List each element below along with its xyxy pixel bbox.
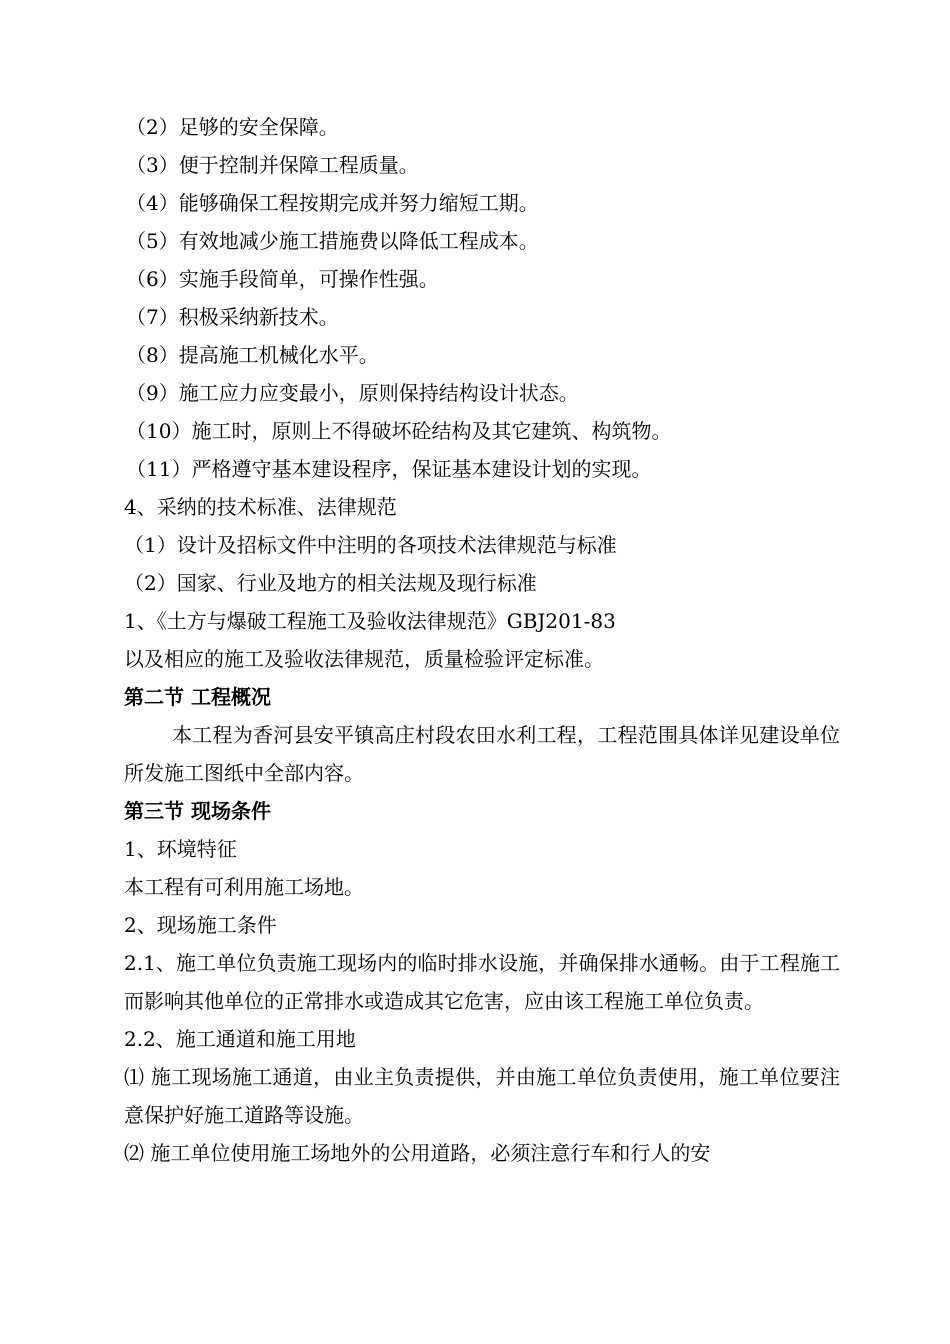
list-item: （10）施工时，原则上不得破坏砼结构及其它建筑、构筑物。 bbox=[126, 419, 672, 443]
list-item: （4）能够确保工程按期完成并努力缩短工期。 bbox=[126, 191, 539, 215]
access-paragraph-1: ⑴ 施工现场施工通道，由业主负责提供，并由施工单位负责使用，施工单位要注意保护好施工道路等设施。 bbox=[124, 1065, 840, 1127]
list-item: （8）提高施工机械化水平。 bbox=[126, 343, 379, 367]
standards-title: 4、采纳的技术标准、法律规范 bbox=[124, 495, 397, 519]
list-item: （6）实施手段简单，可操作性强。 bbox=[126, 267, 439, 291]
access-title: 2.2、施工通道和施工用地 bbox=[124, 1027, 356, 1051]
standards-item-2: （2）国家、行业及地方的相关法规及现行标准 bbox=[124, 571, 537, 595]
list-item: （7）积极采纳新技术。 bbox=[126, 305, 339, 329]
overview-paragraph: 本工程为香河县安平镇高庄村段农田水利工程，工程范围具体详见建设单位所发施工图纸中全部内容。 bbox=[124, 723, 840, 785]
standards-item-1: （1）设计及招标文件中注明的各项技术法律规范与标准 bbox=[124, 533, 617, 557]
drainage-paragraph: 2.1、施工单位负责施工现场内的临时排水设施，并确保排水通畅。由于工程施工而影响其他单位的正常排水或造成其它危害，应由该工程施工单位负责。 bbox=[124, 951, 840, 1013]
environment-body: 本工程有可利用施工场地。 bbox=[124, 875, 364, 899]
list-item: （3）便于控制并保障工程质量。 bbox=[126, 153, 419, 177]
standards-reference-note: 以及相应的施工及验收法律规范，质量检验评定标准。 bbox=[124, 647, 604, 671]
list-item: （9）施工应力应变最小，原则保持结构设计状态。 bbox=[126, 381, 579, 405]
environment-title: 1、环境特征 bbox=[124, 837, 237, 861]
document-body bbox=[124, 108, 840, 1172]
standards-reference: 1、《土方与爆破工程施工及验收法律规范》GBJ201-83 bbox=[124, 609, 616, 633]
access-paragraph-2: ⑵ 施工单位使用施工场地外的公用道路，必须注意行车和行人的安 bbox=[124, 1141, 711, 1165]
section-heading-site-conditions: 第三节 现场条件 bbox=[124, 799, 271, 823]
list-item: （5）有效地减少施工措施费以降低工程成本。 bbox=[126, 229, 539, 253]
section-heading-overview: 第二节 工程概况 bbox=[124, 685, 271, 709]
list-item: （2）足够的安全保障。 bbox=[126, 115, 339, 139]
list-item: （11）严格遵守基本建设程序，保证基本建设计划的实现。 bbox=[126, 457, 652, 481]
site-conditions-title: 2、现场施工条件 bbox=[124, 913, 277, 937]
